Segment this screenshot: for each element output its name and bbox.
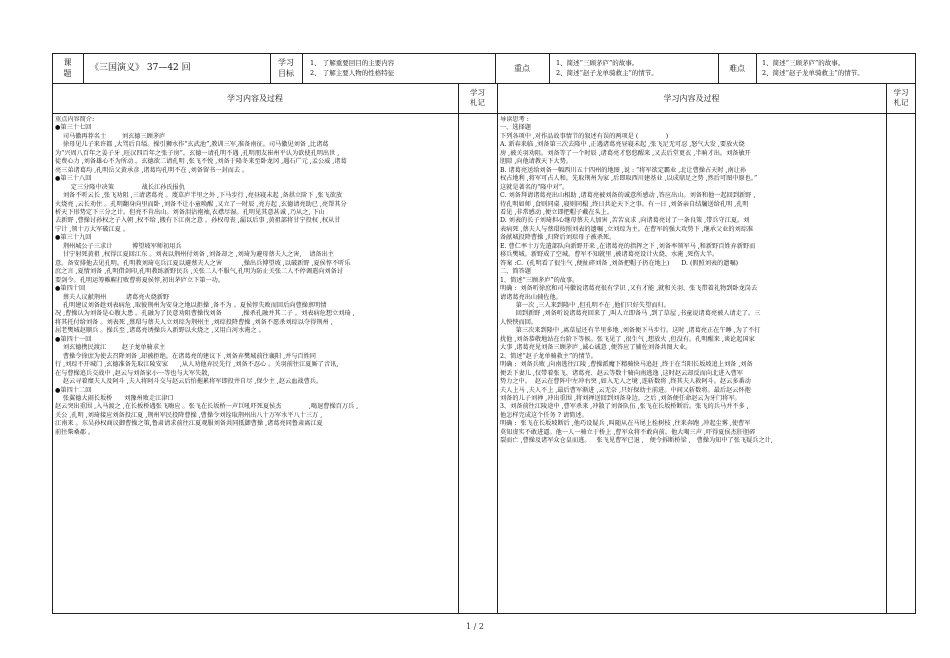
- summary-line: 在与曹操追兵交战中 ,赵云与刘备家小一等也与大军失散,: [55, 369, 210, 377]
- question-line: 胆隙 ,向他请教天下大势。: [500, 158, 572, 166]
- course-title: 《三国演义》 37—42 回: [90, 63, 191, 73]
- question-line: 请诸葛亮出山辅佐他。: [500, 293, 562, 301]
- key-point-item: 2、简述“赵子龙单骑救主”的情节。: [556, 69, 658, 77]
- question-line: 看见 ,非常感动 ,便立即把帽子戴在头上。: [500, 208, 614, 216]
- summary-line: 江南来 。东吴孙权商议御曹操之策,鲁肃请求前往江夏观服刘备共同抵御曹操 ,诸葛亮同鲁肃离江夏: [55, 420, 323, 428]
- summary-line: ●第三十九回: [55, 234, 92, 242]
- header-divider: [302, 53, 303, 83]
- right-notes-header: 学习 札记: [893, 88, 909, 107]
- question-line: 答案 :C. (孔明看了很生气 ,便扯碎刘备 ,刘备把帽子扔在地上) D. (假照刘表的遗嘱): [500, 259, 739, 267]
- question-line: 这就是著名的“隆中对”。: [500, 183, 569, 191]
- question-line: 3、刘备前往江陵途中 ,曹军杀来 ,冲散了刘备队伍 ,张飞在长坂桥断后。张飞的兵马并不多 ,: [500, 403, 749, 411]
- summary-line: 去新野 ,曹操讨孙权之子入朝 ,权不给 ,搬有下江南之意 。孙权母丧 ,漏以后事 ,黄祖部将甘宁投权 ,权从甘: [55, 217, 341, 225]
- summary-line: 孔明建议刘备趁刘表病危 ,取彼荆州为安身之地以拒操 ,备不为 。夏侯惇失败而回后向曹操禀明情: [55, 301, 327, 309]
- key-points-list: [556, 58, 716, 78]
- summary-line: 荆州城公子三求计 博望坡军师初用兵: [55, 242, 182, 250]
- question-line: 第三次来到隆中 ,离草屋还有半里多地 ,刘备便下马步行。这时 ,诸葛亮正在午睡 ,为了不打: [500, 327, 761, 335]
- summary-line: ●第三十七回: [55, 124, 92, 132]
- header-divider: [549, 53, 550, 83]
- goals-list: [310, 58, 494, 78]
- header-divider: [83, 53, 84, 83]
- question-line: 备献城投降曹操 ,归降后刘琮母子被杀死。: [500, 234, 616, 242]
- center-divider: [497, 83, 498, 614]
- summary-line: 关公 ,孔明 ,刘琦接应刘备投江夏 ,荆州军民投降曹操 ,曹操令刘铨取荆州出八十万军水平八十三万 ,: [55, 411, 323, 419]
- right-notes-divider: [886, 83, 887, 614]
- difficult-point-item: 2、简述“赵子龙单骑救主”的情节。: [762, 69, 864, 77]
- goals-label: 学习 目标: [278, 58, 294, 78]
- question-line: 导读思考 :: [500, 116, 529, 123]
- summary-line: 张翼德大闹长坂桥 刘豫州败走江津口: [55, 394, 174, 402]
- summary-line: ●第三十八回: [55, 175, 92, 183]
- question-line: 房 ,被关羽劝阻。刘备等了一个时辰 ,诸葛亮才悠悠醒来 ,又去后堂更衣 ,半晌才出。刘备敏开: [500, 149, 751, 157]
- question-line: 人怏怏而回。: [500, 318, 538, 326]
- question-line: E. 曹仁率十万先遣部队向新野开来 ,在诸葛亮的指挥之下 ,刘备率领军马 ,和新野百姓弃新野而: [500, 242, 756, 250]
- summary-line: 要剑令。孔明运筹帷幄打败曹将夏侯惇,初出茅庐立下第一功。: [55, 276, 225, 284]
- question-line: D. 刘表的长子刘琦担心继母蔡夫人加害 ,苦苦哀求 ,向诸葛亮讨了一条良策 ,带兵守江夏。刘: [500, 217, 750, 225]
- question-line: 1、简述“三顾茅庐”的故事。: [500, 276, 579, 284]
- key-point-item: 1、简述“三顾茅庐”的故事。: [556, 59, 639, 67]
- summary-line: 赵云寻着糜夫人及阿斗 ,夫人将阿斗交与赵云后怕拖累将军即投井自尽 ,保少主 ,赵云血战曹兵。: [55, 378, 323, 386]
- question-line: 莫知虚实不敢进逼。他一人一骑立于桥上 ,曹军众将不敢向前。他大喝三声 ,吓得夏侯杰肝胆碎: [500, 428, 756, 436]
- question-line: 大事 ,诸葛亮见刘备三顾茅庐 ,诚心诚意 ,便答应了辅佐刘备共图大业。: [500, 344, 692, 352]
- left-process-header: 学习内容及过程: [227, 93, 283, 103]
- difficult-points-list: [762, 58, 914, 78]
- summary-line: 蔡夫人议献荆州 诸葛亮火烧新野: [55, 293, 170, 301]
- goal-item: 2、 了解主要人物的性格特征: [310, 69, 395, 77]
- header-divider: [756, 53, 757, 83]
- summary-line: 析天下形势定下三分之计。但亮不肯出山。刘备泪沾袍袖,衣襟尽湿。孔明见其意甚诚 ,乃从之, 下山: [55, 208, 325, 216]
- question-line: 第一次 ,三人来到隆中 ,但孔明不在 ,他们只好失望而归。: [500, 301, 670, 309]
- summary-line: 屈老樊城赵顺兵 。操兵至 ,诸葛亮诱操兵入新野以火烧之 ,又用白河水淹之 。: [55, 327, 265, 335]
- summary-line: 前往柴桑郡 。: [55, 428, 95, 436]
- summary-line: 定三分隆中决策 战长江孙氏报仇: [55, 183, 185, 191]
- question-line: 明确 : 刘备兵败 ,向南逃往江陵 ,曹操派魔下精骑快马追赶 ,终于在当阳长坂坡追上刘备 ,刘备: [500, 361, 753, 369]
- question-line: 明确 : 刘备听徐庶和司马徽说诸葛亮很有学识 ,又有才能 ,就和关羽、张飞带着礼物到卧龙岗去: [500, 285, 758, 293]
- reading-questions: [500, 116, 884, 612]
- question-line: C. 刘备拜请诸葛亮出山相助 ,诸葛亮被刘备的诚意所感动 ,答应出山。刘备和他一起回到新野 ,: [500, 192, 756, 200]
- summary-line: 赵云突出重围 ,入马渡之 ,在长板桥遇张飞嗨应 。张飞在长坂桥一声巨吼吓死夏侯杰 ,喝退曹操百万兵 ,: [55, 403, 359, 411]
- question-line: 扰他 ,刘备恭敬地站在台阶下等候。张飞见了 ,很生气 ,想放火 ,但没有。孔明醒来 ,谈论起国家: [500, 335, 755, 343]
- summary-line: 将其托付给刘备 。刘表死 ,蔡瑁与蔡夫人立刘琮为荆州主 ,刘琮投降曹操 ,刘备不愿杀刘琮以夺得荆州 ,: [55, 318, 333, 326]
- question-line: 势力之中。 赵云在曹阵中左冲右突 ,如入无人之境 ,连斩数将 ,终其夫人救阿斗。赵云多番动: [500, 378, 751, 386]
- question-line: B. 诸葛亮送给刘备一幅西川五十四州的地图 ,说 : “将军欲定霸业 ,北让曹操占天时 ,南让孙: [500, 166, 747, 174]
- question-line: 表病死 ,蔡夫人与蔡瑁按照刘表的遗嘱 ,立刘琮为主。在曹军的强大攻势下 ,继承父业的刘琮准: [500, 225, 754, 233]
- question-line: 待孔明如师 ,食则同桌 ,寝则同榻 ,终日共论天下之事。有一日 ,刘备亲自结牖送给孔明 ,孔明: [500, 200, 749, 208]
- summary-line: 意。备安排他去见孔明。孔明教刘琦屯兵江夏以避蔡夫人之害 ,操出兵博望坡 ,以破新野 ,夏侯惇不听乐: [55, 259, 351, 267]
- question-line: 他怎样完成这个任务 ? 请简述。: [500, 411, 588, 419]
- question-line: A. 新春来临 ,刘备第三次去隆中 ,正遇诸葛亮昼寝未起 ,张飞足无可忍 ,怒气大发 ,要放火烧: [500, 141, 745, 149]
- question-line: 一、选择题: [500, 124, 531, 132]
- summary-line: 徐母见儿子来许都 ,大骂后自缢。操引狮水作“玄武池”,教训三军,准备南征。司马徽见刘备 ,比诸葛: [55, 141, 329, 149]
- summary-line: 庶之言 ,夏情刘备 ,孔明借剑印,孔明教练新野民兵 ,关张二人不服气,孔明为防止关张二人不停调遣向刘备讨: [55, 268, 343, 276]
- summary-line: ●第四十一回: [55, 335, 92, 343]
- summary-line: 行 ,刘琮不开城门 ,玄德准备先取江陵安家 ,从人劝他弃民先行 ,刘备不忍心 。关羽前往江夏厮了音讯,: [55, 361, 339, 369]
- summary-line: 重点内容简介:: [55, 116, 95, 123]
- page-number: 1 / 2: [466, 622, 484, 631]
- summary-line: 曹操令徐庶为使去召降刘备 ,却被拒绝。在诸葛亮的建议下 ,刘备弃樊城前往襄阳 ,并与百姓同: [55, 352, 316, 360]
- left-notes-divider: [458, 83, 459, 614]
- summary-line: 火烧亮 ,云长劝住 。孔明翻身向里而卧 ,刘备不让小童唤醒 ,又立了一时辰 ,亮方起 ,玄德请亮助已 ,亮帮其分: [55, 200, 347, 208]
- difficult-label: 难点: [729, 63, 745, 73]
- summary-line: 刘备不听云长 ,张飞劝阻 ,三请诸葛亮 。蔑草庐半里之外 ,下马步行 ,亮昼寝未起 ,备拱立阶下 ,张飞欲放: [55, 192, 343, 200]
- right-process-header: 学习内容及过程: [663, 93, 720, 103]
- summary-line: ●第四十回: [55, 285, 86, 293]
- left-notes-header: 学习 札记: [470, 88, 485, 107]
- summary-line: 徒费心力 ,刘备雄心不为所动 。玄德欲二请孔明 ,张飞不悦 ,刘备于隆冬来至卧龙冈 ,遇石广元 ,孟公威 ,诸葛: [55, 158, 347, 166]
- key-label: 重点: [514, 63, 530, 73]
- summary-line: 宁计 ,领十万大军破江夏 。: [55, 225, 129, 233]
- question-line: 夫人上马 ,夫人不上 ,最后曹军渐进 ,云无奈 ,只好保幼主前进。中间又斩数将。最后赵云怀抱: [500, 386, 751, 394]
- summary-line: 况 ,曹操认为刘备是心腹大患 。孔融为了民意劝阻曹操伐刘备 ,操杀孔融并其二子 。刘表病危想立刘琦 ,: [55, 310, 355, 318]
- question-line: 明确 : 张飞在长坂坡断后 ,他巧设疑兵 ,叫随从在马尾上拴树枝 ,往来奔跑 ,冲起尘雾 ,使曹军: [500, 420, 751, 428]
- difficult-point-item: 1、简述“三顾茅庐”的故事。: [762, 59, 845, 67]
- course-label: 课 题: [63, 58, 72, 78]
- summary-line: ●第四十二回: [55, 386, 92, 394]
- question-line: 刘备的儿子刘禅 ,冲出重围 ,将刘禅送回到刘备身边。之后 ,刘备便任命赵云为牙门将军。: [500, 394, 741, 402]
- key-content-summary: [55, 116, 456, 612]
- question-line: 二、简答题: [500, 268, 531, 276]
- question-line: 回到新野 ,刘备听说诸葛亮回来了 ,叫人立即备马 ,到了草屋 ,书童说诸葛亮被人请走了。三: [500, 310, 761, 318]
- question-line: 移兵樊城。新野成了空城。曹军不知就里 ,被诸葛亮设计火烧、水淹 ,死伤大半。: [500, 251, 719, 259]
- goal-item: 1、 了解重要回目的主要内容: [310, 59, 395, 67]
- summary-line: 为“兴周八百年之姜子牙 ,旺汉四百年之张子房”。玄德一请孔明不遇 ,孔明朋友崔州平认为欲使孔明出世 ,: [55, 149, 340, 157]
- summary-line: 司马徽再荐名士 刘玄德三顾茅庐: [55, 132, 166, 140]
- question-line: 2、简述“赵子龙单骑救主”的情节。: [500, 352, 597, 360]
- section-header-divider: [52, 113, 916, 114]
- summary-line: 甘宁射死黄祖 ,权得江夏回江东 。刘表以荆州付刘备 ,刘备却之 ,刘琦为避母蔡夫人之害, 请备出主: [55, 251, 334, 259]
- summary-line: 亮三弟诸葛均 ,孔明岳父黄承彦 ,诸葛均孔明不在 ,刘备留书一封而去 。: [55, 166, 249, 174]
- question-line: 便丢下妻儿 ,仅带着张飞、诸葛亮、赵云等数十骑向南逃逸 ,这时赵云却反而向北进入曹军: [500, 369, 743, 377]
- question-line: 裂而亡 ,曹操及诸军众仓皇而逃。 张飞见曹军已退 , 便令拆断桥梁 , 曹操为知中了张飞疑兵之计,: [500, 437, 773, 445]
- question-line: 权占地利 ,将军可占人和。先取荆州为家 ,后即取西川建基业 ,以成鼎足之势 ,然后可图中原也。”: [500, 175, 758, 183]
- summary-line: 刘玄德携民渡江 赵子龙单骑求主: [55, 344, 166, 352]
- question-line: 下列各项中 ,对作品故事情节的叙述有误的两项是 ( ): [500, 132, 669, 140]
